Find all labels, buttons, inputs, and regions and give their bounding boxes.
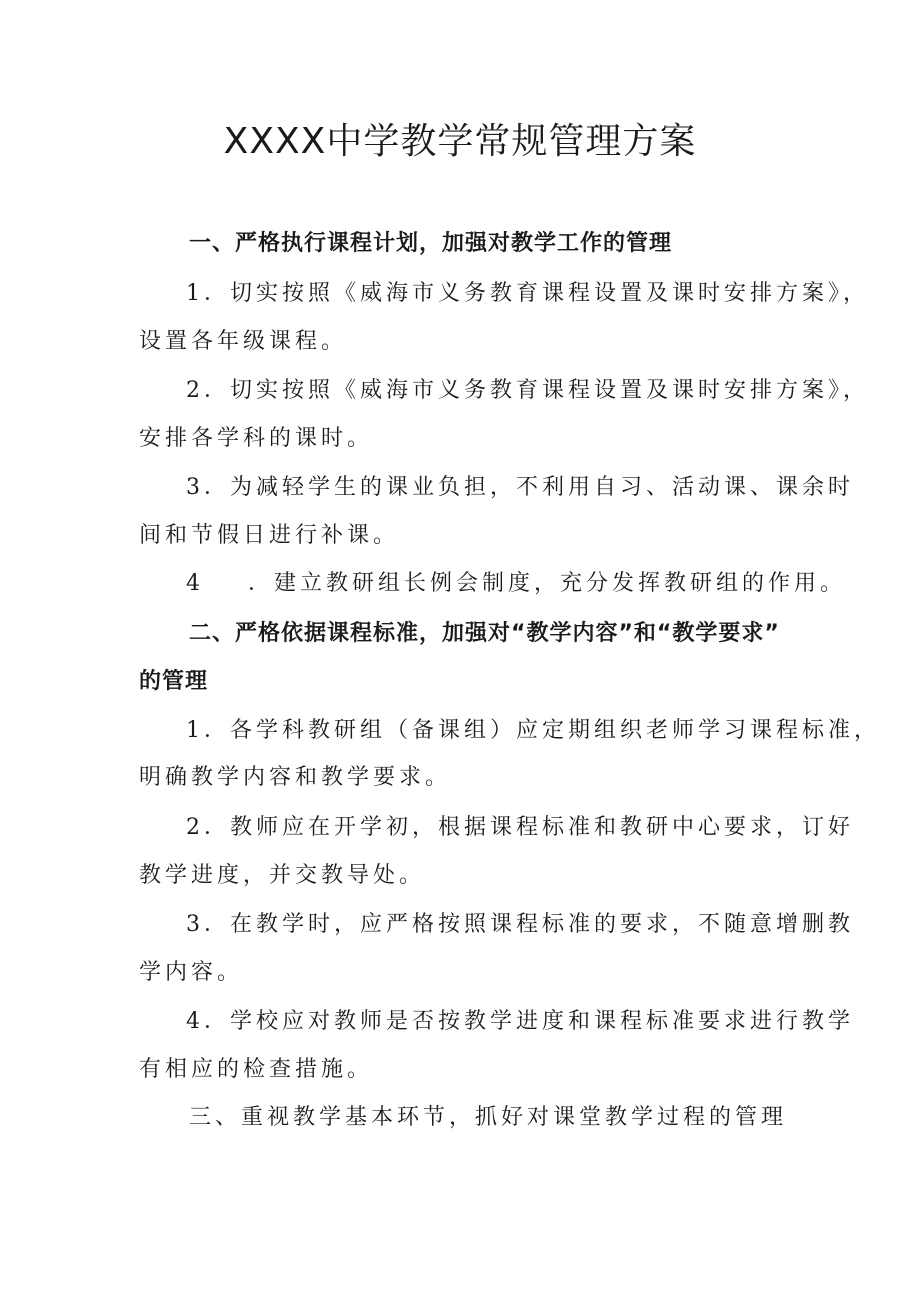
section-1-item-3-line-2: 间和节假日进行补课。	[139, 523, 400, 548]
section-2-item-1-line-2: 明确教学内容和教学要求。	[139, 765, 452, 790]
section-1-item-4-text: ．建立教研组长例会制度，充分发挥教研组的作用。	[248, 571, 847, 596]
section-1-item-2-line-1: 2．切实按照《威海市义务教育课程设置及课时安排方案》，	[186, 378, 869, 403]
section-1-heading: 一、严格执行课程计划，加强对教学工作的管理	[189, 231, 673, 256]
document-title: XXXX中学教学常规管理方案	[223, 121, 697, 162]
section-2-item-4-line-1: 4．学校应对教师是否按教学进度和课程标准要求进行教学	[186, 1009, 854, 1034]
section-2-item-3-line-1: 3．在教学时，应严格按照课程标准的要求，不随意增删教	[186, 912, 854, 937]
section-1-item-4-number: 4	[186, 571, 204, 596]
section-2-item-2-line-2: 教学进度，并交教导处。	[139, 863, 426, 888]
section-1-item-4	[186, 569, 846, 599]
section-2-item-4-line-2: 有相应的检查措施。	[139, 1057, 374, 1082]
section-2-item-3-line-2: 学内容。	[139, 960, 244, 985]
section-2-item-2-line-1: 2．教师应在开学初，根据课程标准和教研中心要求，订好	[186, 815, 854, 840]
section-1-item-1-line-2: 设置各年级课程。	[139, 329, 348, 354]
section-3-heading: 三、重视教学基本环节，抓好对课堂教学过程的管理	[189, 1105, 788, 1130]
section-1-item-1-line-1: 1．切实按照《威海市义务教育课程设置及课时安排方案》，	[186, 281, 869, 306]
section-2-item-1-line-1: 1．各学科教研组（备课组）应定期组织老师学习课程标准，	[186, 718, 880, 743]
section-2-heading-line-2: 的管理	[139, 669, 209, 694]
section-1-item-3-line-1: 3．为减轻学生的课业负担，不利用自习、活动课、课余时	[186, 475, 854, 500]
section-2-heading-line-1: 二、严格依据课程标准，加强对“教学内容”和“教学要求”	[189, 621, 780, 646]
section-1-item-2-line-2: 安排各学科的课时。	[139, 426, 374, 451]
